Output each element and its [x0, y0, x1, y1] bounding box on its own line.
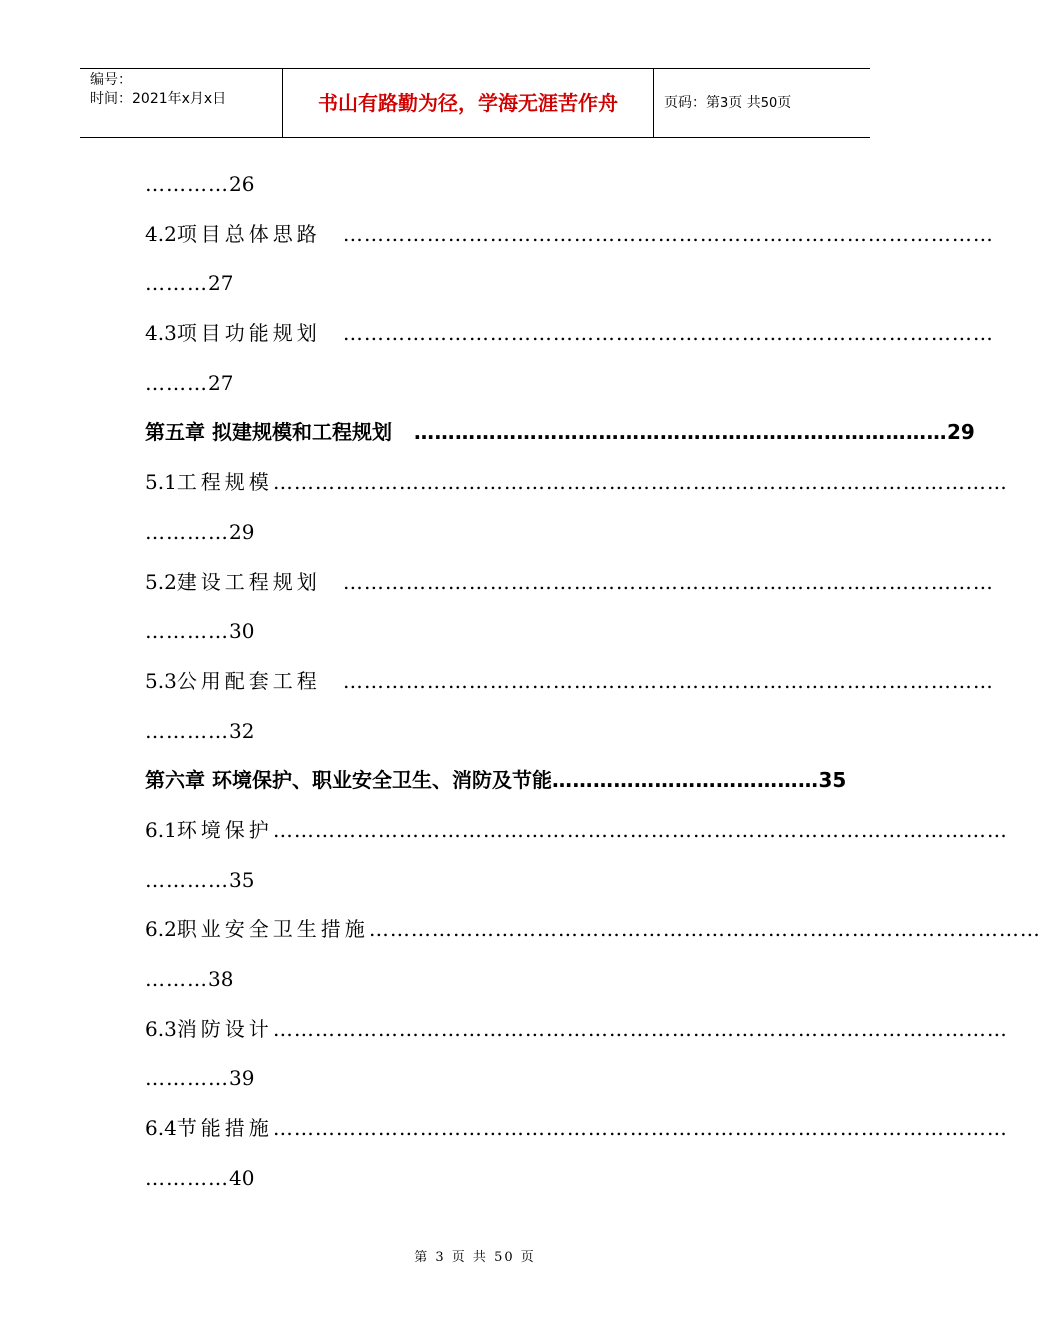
toc-leader: ……………………………………………………………………………………………: [272, 470, 1008, 495]
footer-prefix: 第: [414, 1250, 430, 1265]
toc-leader: ………: [145, 967, 208, 991]
toc-entry-6-4[interactable]: [145, 1104, 1008, 1154]
toc-section-title: 环境保护: [176, 817, 273, 842]
toc-continuation-row: [145, 359, 805, 409]
toc-page-number: 29: [229, 519, 255, 544]
header-date-label: 时间：2021年x月x日: [90, 91, 227, 107]
table-of-contents: [145, 160, 1041, 1203]
toc-page-number: 35: [818, 768, 847, 793]
page-header: [80, 68, 870, 138]
toc-leader: …………………………………………………………………………………: [342, 321, 994, 346]
toc-leader: ………: [145, 271, 208, 296]
toc-leader: …………: [145, 1066, 229, 1091]
header-page-total: 50: [760, 96, 778, 111]
toc-chapter-5[interactable]: [145, 408, 975, 458]
toc-leader: ……………………………………………………………………………………: [368, 917, 1041, 942]
toc-page-number: 29: [946, 420, 975, 445]
toc-leader: …………: [145, 718, 229, 743]
toc-leader: …………: [145, 867, 229, 892]
page-footer: [0, 1246, 950, 1265]
footer-page-total: 50: [494, 1250, 515, 1265]
toc-leader: …………: [145, 1165, 229, 1190]
toc-entry-6-3[interactable]: [145, 1005, 1008, 1055]
toc-chapter-title: 第五章 拟建规模和工程规划: [145, 420, 392, 445]
toc-section-number: 5.1: [145, 470, 177, 495]
toc-page-number: 32: [229, 718, 255, 743]
header-motto: 书山有路勤为径，学海无涯苦作舟: [282, 69, 654, 137]
header-number-label: 编号：: [90, 72, 132, 88]
toc-continuation-row: [145, 1154, 805, 1204]
toc-entry-6-2[interactable]: [145, 905, 1041, 955]
toc-leader: ……………………………………………………………………………………………: [272, 817, 1008, 842]
toc-section-number: 4.3: [145, 321, 177, 346]
toc-section-title: 节能措施: [176, 1116, 273, 1141]
toc-section-title: 消防设计: [176, 1016, 273, 1041]
toc-section-number: 6.2: [145, 917, 177, 942]
toc-entry-4-2[interactable]: [145, 210, 994, 260]
toc-section-number: 6.3: [145, 1016, 177, 1041]
toc-section-number: 6.4: [145, 1116, 177, 1141]
toc-section-title: 公用配套工程: [176, 668, 321, 693]
toc-entry-5-3[interactable]: [145, 657, 994, 707]
toc-leader: ……………………………………………………………………………………………: [272, 1016, 1008, 1041]
toc-leader: ……………………………………………………………………………………………: [272, 1116, 1008, 1141]
toc-continuation-row: [145, 856, 805, 906]
footer-page-current: 3: [435, 1250, 446, 1265]
toc-section-title: 工程规模: [176, 470, 273, 495]
toc-continuation-row: [145, 955, 805, 1005]
toc-entry-4-3[interactable]: [145, 309, 994, 359]
toc-entry-5-2[interactable]: [145, 558, 994, 608]
toc-leader: ……………………………………………………………………: [413, 420, 947, 445]
toc-leader: …………: [145, 172, 229, 196]
header-page-info: [654, 69, 870, 137]
toc-continuation-row: [145, 607, 805, 657]
toc-leader: ………: [145, 370, 208, 395]
toc-entry-5-1[interactable]: [145, 458, 1008, 508]
toc-section-number: 5.3: [145, 668, 177, 693]
header-page-mid: 页 共: [728, 95, 761, 111]
toc-chapter-title: 第六章 环境保护、职业安全卫生、消防及节能: [145, 768, 552, 793]
toc-leader: …………………………………………………………………………………: [342, 569, 994, 594]
header-meta: [80, 69, 282, 137]
toc-continuation-row: [145, 160, 805, 210]
toc-continuation-row: [145, 1054, 805, 1104]
toc-section-number: 6.1: [145, 817, 177, 842]
toc-leader: …………………………………………………………………………………: [342, 668, 994, 693]
toc-section-title: 项目功能规划: [176, 321, 321, 346]
toc-section-number: 5.2: [145, 569, 177, 594]
toc-page-number: 39: [229, 1066, 255, 1091]
footer-mid: 页 共: [451, 1250, 488, 1265]
toc-continuation-row: [145, 707, 805, 757]
toc-page-number: 38: [208, 967, 234, 991]
header-page-prefix: 页码：第: [664, 95, 720, 111]
toc-chapter-6[interactable]: [145, 756, 847, 806]
toc-page-number: 35: [229, 867, 255, 892]
header-page-current: 3: [720, 96, 729, 111]
toc-entry-6-1[interactable]: [145, 806, 1008, 856]
toc-section-title: 项目总体思路: [176, 221, 321, 246]
toc-section-title: 职业安全卫生措施: [176, 917, 369, 942]
toc-continuation-row: [145, 508, 805, 558]
toc-section-title: 建设工程规划: [176, 569, 321, 594]
toc-leader: …………………………………: [551, 768, 819, 793]
header-page-suffix: 页: [777, 95, 792, 111]
toc-page-number: 26: [229, 172, 255, 196]
toc-leader: …………: [145, 519, 229, 544]
toc-page-number: 30: [229, 619, 255, 644]
toc-page-number: 27: [208, 370, 234, 395]
footer-suffix: 页: [520, 1250, 536, 1265]
toc-leader: …………: [145, 619, 229, 644]
toc-page-number: 27: [208, 271, 234, 296]
toc-leader: …………………………………………………………………………………: [342, 221, 994, 246]
toc-section-number: 4.2: [145, 221, 177, 246]
toc-page-number: 40: [229, 1165, 255, 1190]
toc-continuation-row: [145, 259, 805, 309]
